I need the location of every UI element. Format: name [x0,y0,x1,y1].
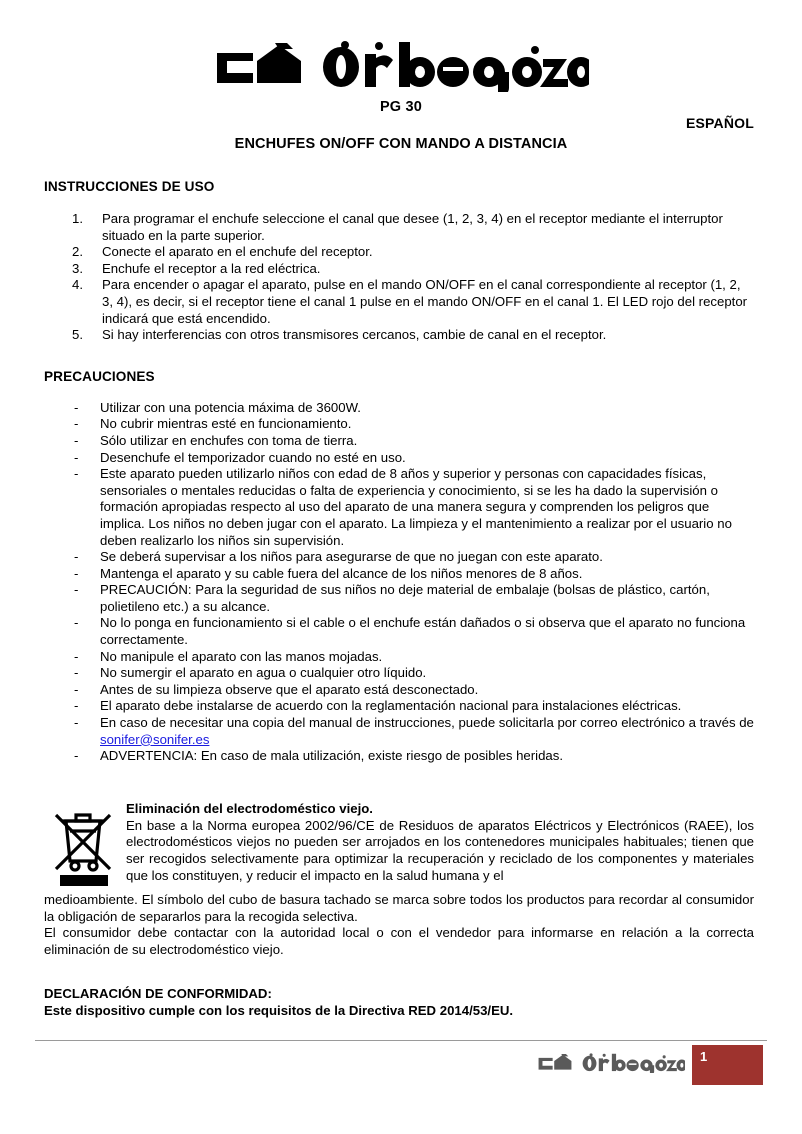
list-item-text: No sumergir el aparato en agua o cualquier otro líquido. [100,665,427,681]
list-item-text: Mantenga el aparato y su cable fuera del alcance de los niños menores de 8 años. [100,565,583,581]
weee-title: Eliminación del electrodoméstico viejo. [126,800,373,816]
list-item-text: PRECAUCIÓN: Para la seguridad de sus niños no deje material de embalaje (bolsas de plástico, cartón, polietileno etc.) a su alcance. [100,582,710,614]
list-item-text: Enchufe el receptor a la red eléctrica. [102,260,321,276]
list-item-text: En caso de necesitar una copia del manual de instrucciones, puede solicitarla por correo electrónico a través de [100,715,754,731]
list-item [44,665,754,682]
list-item-text: Para encender o apagar el aparato, pulse en el mando ON/OFF en el canal correspondiente al receptor (1, 2, 3, 4), es decir, si el receptor tiene el canal 1 pulse en el mando ON/OFF en el canal 1. El LED rojo del receptor indicará que está encendido. [102,277,748,326]
list-item-text: Para programar el enchufe seleccione el canal que desee (1, 2, 3, 4) en el receptor mediante el interruptor situado en la parte superior. [102,211,723,243]
list-item [44,450,754,467]
list-item [44,549,754,566]
list-item-number: 5. [72,327,83,343]
list-item-text: Conecte el aparato en el enchufe del receptor. [102,244,373,260]
list-item-text: Se deberá supervisar a los niños para asegurarse de que no juegan con este aparato. [100,549,603,565]
list-item-dash: - [74,416,79,432]
list-item [44,261,754,278]
list-item [44,400,754,417]
list-item-number: 3. [72,260,83,276]
list-item [44,582,754,615]
weee-disposal-block [44,801,754,959]
document-content [0,179,802,1019]
instructions-heading: INSTRUCCIONES DE USO [44,179,215,194]
list-item-dash: - [74,648,79,664]
list-item-dash: - [74,466,79,482]
list-item-number: 4. [72,277,83,293]
instructions-list [44,211,754,344]
conformity-heading: DECLARACIÓN DE CONFORMIDAD: [44,986,272,1001]
conformity-block [44,985,754,1019]
precautions-heading: PRECAUCIONES [44,368,155,384]
list-item-dash: - [74,615,79,631]
list-item-number: 2. [72,244,83,260]
list-item-text: Sólo utilizar en enchufes con toma de tierra. [100,432,358,448]
orbegozo-wordmark [319,40,589,92]
document-subtitle: ENCHUFES ON/OFF CON MANDO A DISTANCIA [234,136,568,152]
list-item [44,416,754,433]
list-item [44,566,754,583]
list-item-dash: - [74,681,79,697]
list-item-text: Este aparato pueden utilizarlo niños con edad de 8 años y superior y personas con capacidades físicas, sensoriales o mentales reducidas o falta de experiencia y conocimiento, si se les ha dado la supervisión o formación apropiadas respecto al uso del aparato de una manera segura y comprenden los peligros que implica. Los niños no deben jugar con el aparato. La limpieza y el mantenimiento a realizar por el usuario no deben realizarlo los niños sin supervisión. [100,466,732,548]
list-item-dash: - [74,665,79,681]
orbegozo-cg-mark-icon [537,1054,573,1072]
list-item [44,277,754,327]
list-item [44,649,754,666]
list-item [44,211,754,244]
list-item [44,615,754,648]
precautions-list [44,400,754,765]
list-item-dash: - [74,748,79,764]
list-item [44,698,754,715]
list-item [44,244,754,261]
weee-tail-paragraph-1: medioambiente. El símbolo del cubo de basura tachado se marca sobre todos los productos para recordar al consumidor la obligación de separarlos para la recogida selectiva. [44,891,754,924]
footer-inner [0,1049,802,1087]
footer-brand-logo [537,1053,685,1073]
list-item-dash: - [74,549,79,565]
list-item-text: Utilizar con una potencia máxima de 3600W. [100,399,361,415]
list-item-dash: - [74,582,79,598]
list-item [44,466,754,549]
weee-tail-paragraph-2: El consumidor debe contactar con la autoridad local o con el vendedor para informarse en relación a la correcta eliminación de su electrodoméstico viejo. [44,925,754,958]
language-row [0,115,802,135]
weee-text [44,801,754,885]
list-item-dash: - [74,432,79,448]
list-item-text: El aparato debe instalarse de acuerdo con la reglamentación nacional para instalaciones eléctricas. [100,698,682,714]
list-item-dash: - [74,399,79,415]
orbegozo-wordmark [581,1053,685,1073]
conformity-text: Este dispositivo cumple con los requisitos de la Directiva RED 2014/53/EU. [44,1003,514,1018]
list-item-dash: - [74,565,79,581]
list-item-text: ADVERTENCIA: En caso de mala utilización, existe riesgo de posibles heridas. [100,748,564,764]
list-item-dash: - [74,715,79,731]
weee-tail [44,892,754,959]
list-item-text: Antes de su limpieza observe que el aparato está desconectado. [100,681,479,697]
list-item-dash: - [74,449,79,465]
orbegozo-cg-mark-icon [213,43,305,89]
language-label: ESPAÑOL [685,115,754,131]
model-number: PG 30 [379,99,423,115]
list-item-text: No lo ponga en funcionamiento si el cable o el enchufe están dañados o si observa que el aparato no funciona correctamente. [100,615,746,648]
support-email-link[interactable]: sonifer@sonifer.es [100,731,210,747]
brand-logo [213,40,589,92]
list-item-text: Desenchufe el temporizador cuando no esté en uso. [100,449,406,465]
list-item-text: Si hay interferencias con otros transmisores cercanos, cambie de canal en el receptor. [102,327,607,343]
list-item-text: No manipule el aparato con las manos mojadas. [100,648,383,664]
list-item-dash: - [74,698,79,714]
list-item-number: 1. [72,211,83,226]
list-item [44,682,754,699]
list-item-text: No cubrir mientras esté en funcionamiento. [100,416,352,432]
weee-body: En base a la Norma europea 2002/96/CE de Residuos de aparatos Eléctricos y Electrónicos (RAEE), los electrodomésticos viejos no pueden ser arrojados en los contenedores municipales habituales; tienen que ser recogidos selectivamente para optimizar la recuperación y reciclado de los componentes y materiales que los constituyen, y reducir el impacto en la salud humana y el [126,817,754,883]
crossed-out-wheelie-bin-icon [52,803,118,892]
list-item [44,327,754,344]
document-header [0,0,802,152]
footer-divider [35,1040,767,1041]
page-number-badge: 1 [692,1045,763,1085]
list-item [44,748,754,765]
list-item [44,433,754,450]
list-item-with-email [44,715,754,748]
document-footer [0,1040,802,1087]
